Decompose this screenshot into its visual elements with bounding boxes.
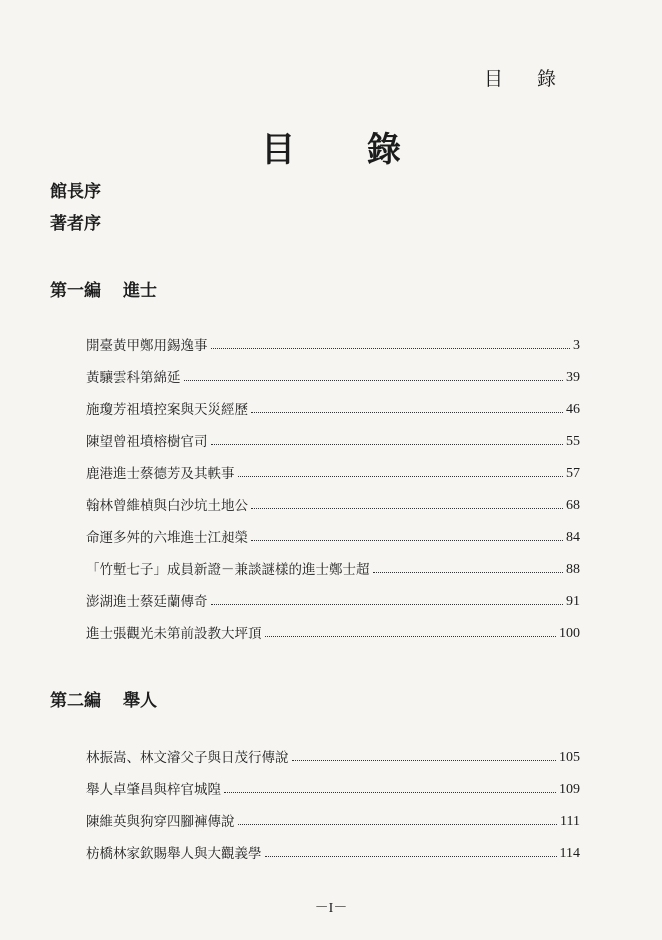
toc-entry[interactable]: [86, 588, 580, 610]
page-number: －I－: [314, 901, 348, 916]
entry-title: 舉人卓肇昌與梓官城隍: [86, 782, 221, 798]
toc-entry[interactable]: [86, 808, 580, 830]
dot-leader: [292, 760, 557, 761]
entry-title: 「竹塹七子」成員新證－兼談謎樣的進士鄭士超: [86, 562, 370, 578]
running-head: 目 錄: [483, 68, 570, 90]
toc-entry[interactable]: [86, 460, 580, 482]
dot-leader: [238, 824, 558, 825]
part-name: 舉人: [123, 691, 157, 711]
toc-entry[interactable]: [86, 620, 580, 642]
toc-entry[interactable]: [86, 492, 580, 514]
dot-leader: [211, 348, 571, 349]
entry-page: 109: [559, 782, 580, 797]
dot-leader: [251, 540, 563, 541]
dot-leader: [251, 508, 563, 509]
dot-leader: [238, 476, 564, 477]
entry-title: 命運多舛的六堆進士江昶榮: [86, 530, 248, 546]
entry-title: 林振嵩、林文濬父子與日茂行傳說: [86, 750, 289, 766]
entry-page: 91: [566, 594, 580, 609]
toc-entry[interactable]: [86, 776, 580, 798]
entry-title: 黃驤雲科第綿延: [86, 370, 181, 386]
toc-entry[interactable]: [86, 396, 580, 418]
entry-title: 枋橋林家欽賜舉人與大觀義學: [86, 846, 262, 862]
toc-entry[interactable]: [86, 332, 580, 354]
entry-page: 88: [566, 562, 580, 577]
part-name: 進士: [123, 281, 157, 301]
entry-title: 施瓊芳祖墳控案與天災經歷: [86, 402, 248, 418]
toc-entry[interactable]: [86, 840, 580, 862]
part-heading: [50, 686, 157, 711]
toc-entry[interactable]: [86, 428, 580, 450]
entry-title: 鹿港進士蔡德芳及其軼事: [86, 466, 235, 482]
entry-page: 55: [566, 434, 580, 449]
part-label: 第二編: [50, 691, 101, 711]
entry-page: 100: [559, 626, 580, 641]
entry-title: 進士張觀光未第前設教大坪頂: [86, 626, 262, 642]
dot-leader: [373, 572, 564, 573]
entry-page: 46: [566, 402, 580, 417]
page-title: 目 錄: [261, 130, 431, 170]
entry-page: 39: [566, 370, 580, 385]
entry-title: 陳望曾祖墳榕樹官司: [86, 434, 208, 450]
entry-page: 57: [566, 466, 580, 481]
toc-entry[interactable]: [86, 364, 580, 386]
dot-leader: [211, 604, 564, 605]
dot-leader: [251, 412, 563, 413]
entry-page: 84: [566, 530, 580, 545]
entry-page: 68: [566, 498, 580, 513]
part-heading: [50, 276, 157, 301]
front-matter-preface-author: 著者序: [50, 214, 101, 234]
entry-title: 翰林曾維楨與白沙坑土地公: [86, 498, 248, 514]
entry-page: 114: [559, 846, 580, 861]
entry-title: 陳維英與狗穿四腳褲傳說: [86, 814, 235, 830]
toc-entry[interactable]: [86, 556, 580, 578]
entry-page: 111: [560, 814, 580, 829]
dot-leader: [224, 792, 556, 793]
toc-entry[interactable]: [86, 524, 580, 546]
entry-page: 105: [559, 750, 580, 765]
dot-leader: [265, 856, 557, 857]
dot-leader: [265, 636, 557, 637]
part-label: 第一編: [50, 281, 101, 301]
toc-entry[interactable]: [86, 744, 580, 766]
dot-leader: [184, 380, 564, 381]
entry-page: 3: [573, 338, 580, 353]
entry-title: 澎湖進士蔡廷蘭傳奇: [86, 594, 208, 610]
dot-leader: [211, 444, 564, 445]
entry-title: 開臺黃甲鄭用錫逸事: [86, 338, 208, 354]
front-matter-preface-curator: 館長序: [50, 182, 101, 202]
